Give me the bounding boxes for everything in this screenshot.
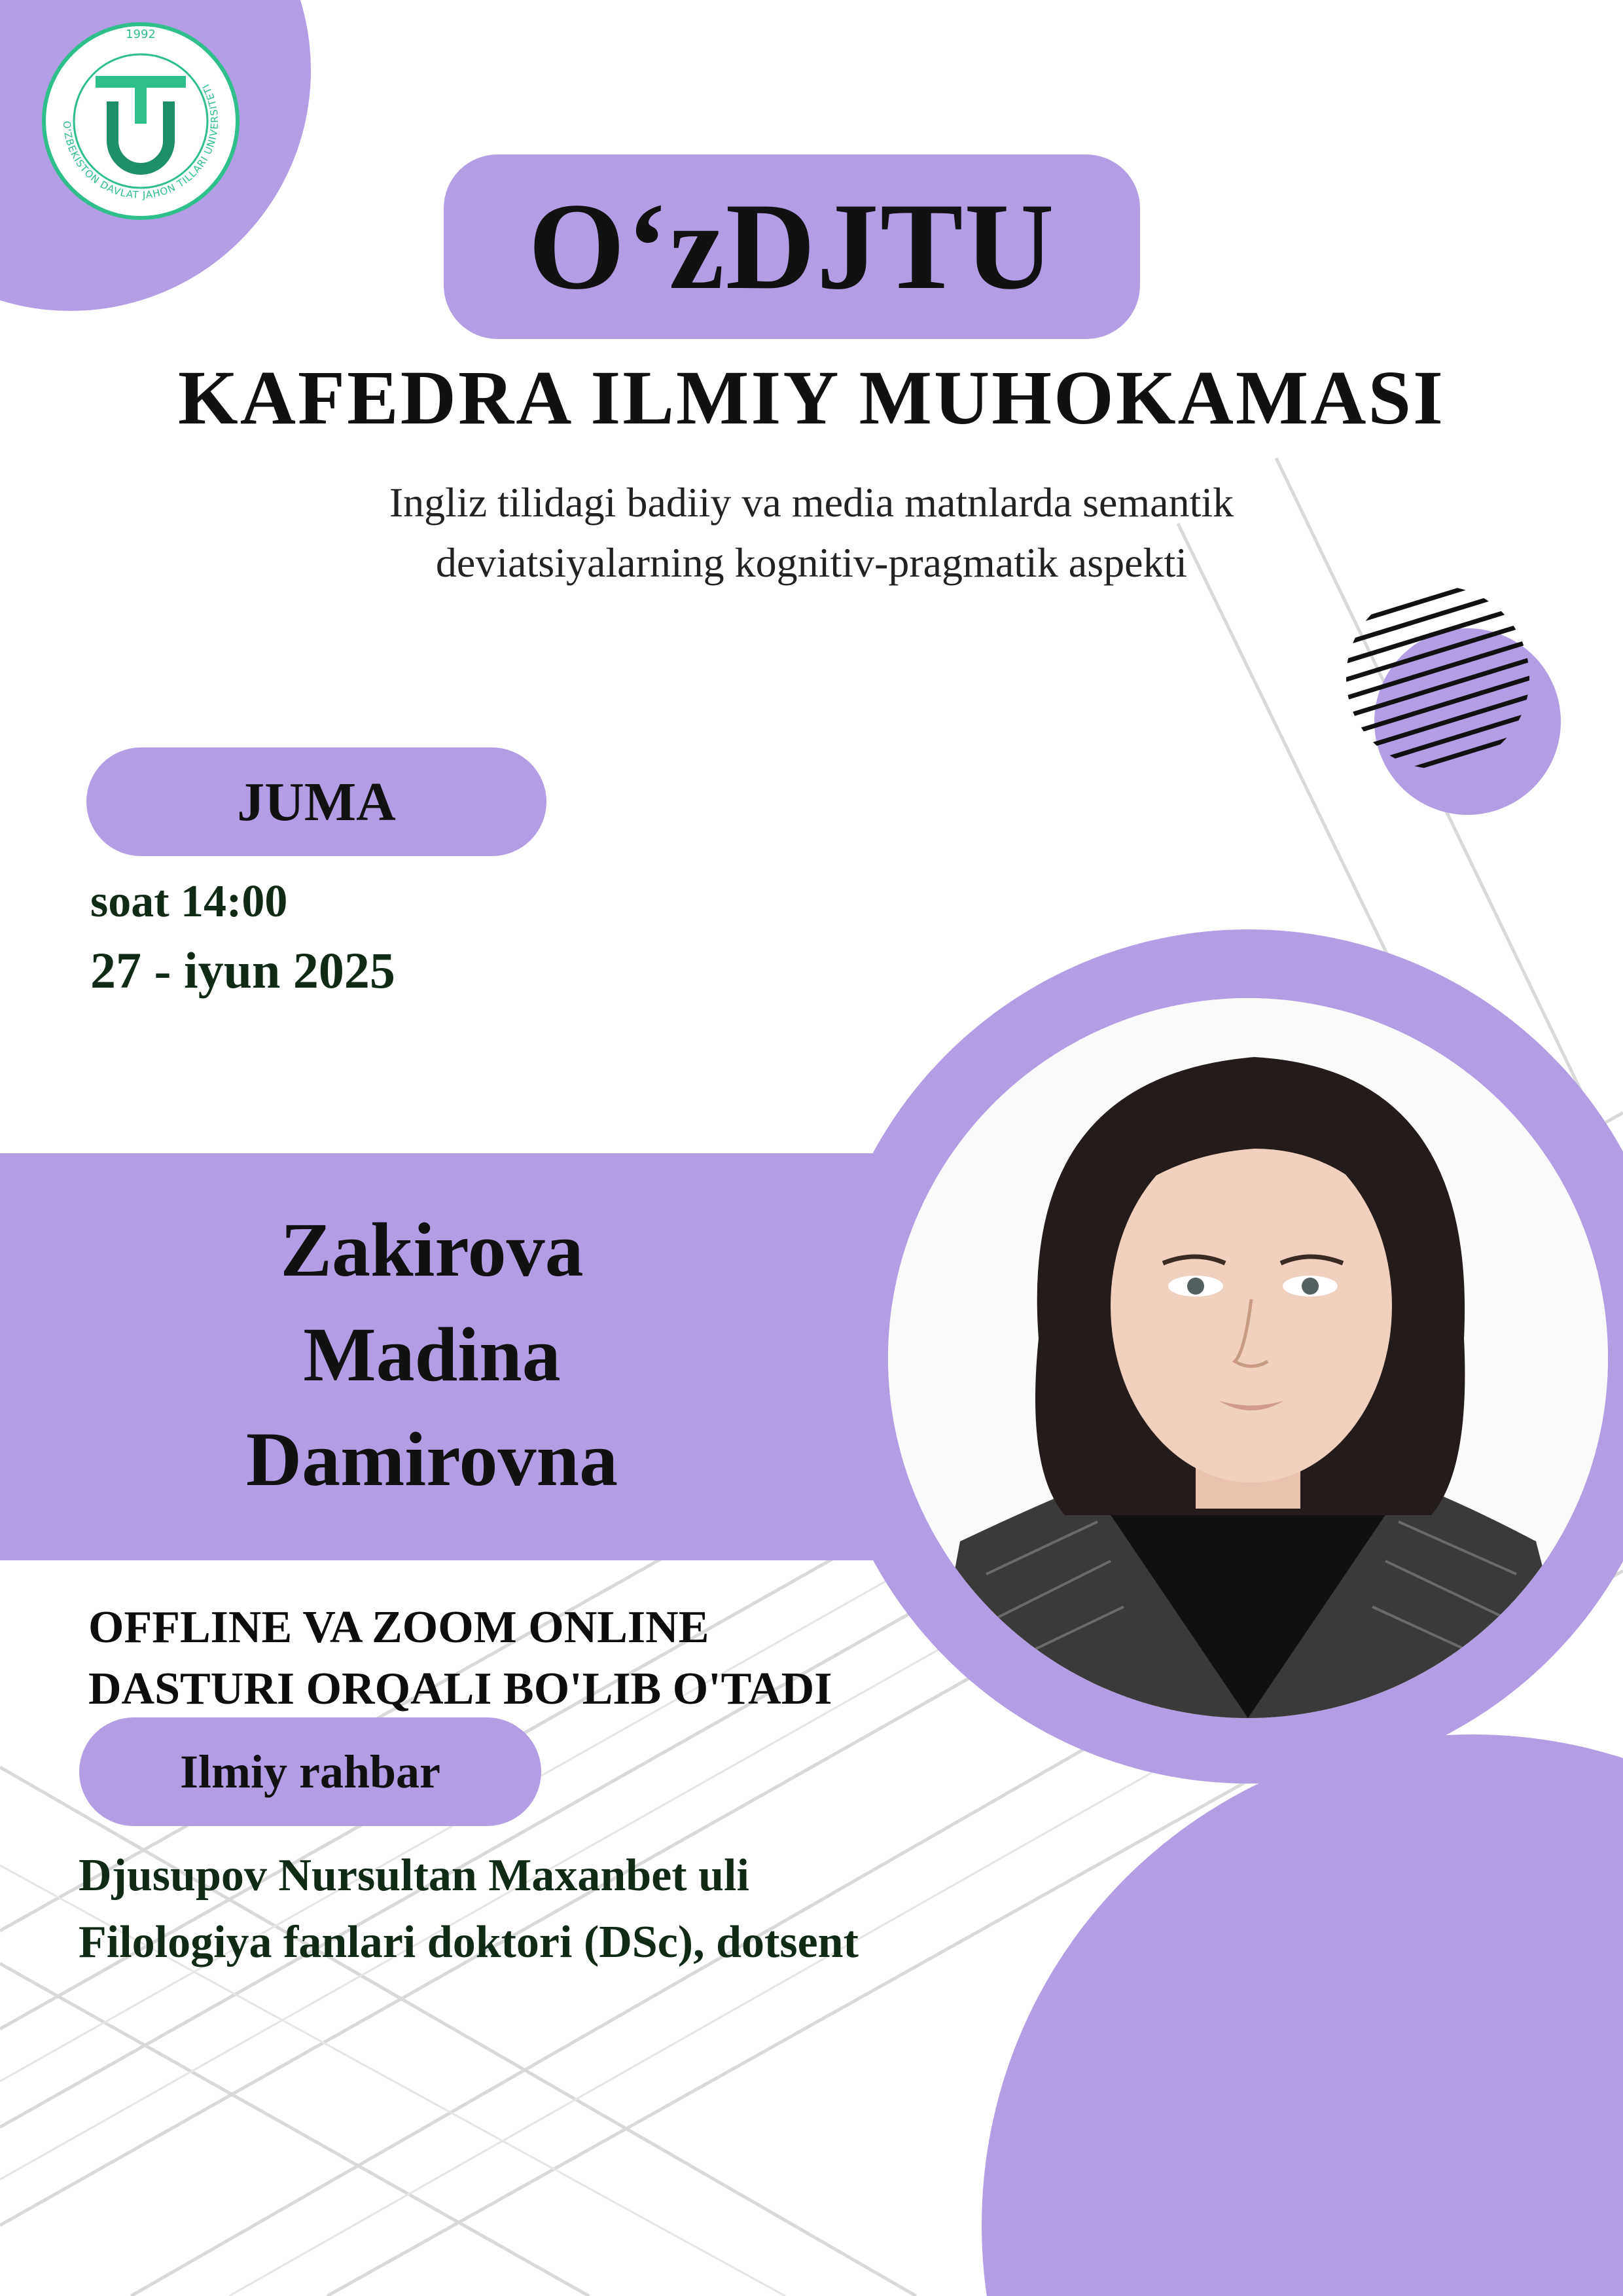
supervisor-name: Djusupov Nursultan Maxanbet uli xyxy=(79,1850,749,1901)
supervisor-info xyxy=(79,1842,1060,1976)
supervisor-label-badge: Ilmiy rahbar xyxy=(79,1717,541,1826)
supervisor-title: Filologiya fanlari doktori (DSc), dotsent xyxy=(79,1917,859,1967)
event-time: soat 14:00 xyxy=(90,876,288,927)
speaker-name xyxy=(0,1198,864,1512)
speaker-portrait-icon xyxy=(888,998,1608,1718)
event-format xyxy=(88,1597,939,1720)
speaker-patronymic: Damirovna xyxy=(245,1416,618,1502)
event-topic xyxy=(223,473,1400,593)
format-line-2: DASTURI ORQALI BO'LIB O'TADI xyxy=(88,1664,832,1714)
svg-text:1992: 1992 xyxy=(126,27,156,41)
speaker-surname: Zakirova xyxy=(280,1207,584,1293)
format-line-1: OFFLINE VA ZOOM ONLINE xyxy=(88,1602,709,1653)
event-date: 27 - iyun 2025 xyxy=(90,942,395,999)
speaker-photo xyxy=(888,998,1608,1718)
university-logo-icon xyxy=(39,20,242,223)
svg-text:O'ZBEKISTON DAVLAT JAHON TILLA: O'ZBEKISTON DAVLAT JAHON TILLARI UNIVERSITETI xyxy=(60,81,221,202)
event-heading: KAFEDRA ILMIY MUHOKAMASI xyxy=(178,355,1445,440)
day-badge: JUMA xyxy=(86,747,546,856)
speaker-first-name: Madina xyxy=(303,1312,561,1397)
stripes-decoration-icon xyxy=(1345,584,1531,771)
topic-line-1: Ingliz tilidagi badiiy va media matnlarda semantik xyxy=(389,479,1234,526)
brand-title: O‘zDJTU xyxy=(444,154,1140,339)
topic-line-2: deviatsiyalarning kognitiv-pragmatik aspekti xyxy=(435,539,1188,586)
